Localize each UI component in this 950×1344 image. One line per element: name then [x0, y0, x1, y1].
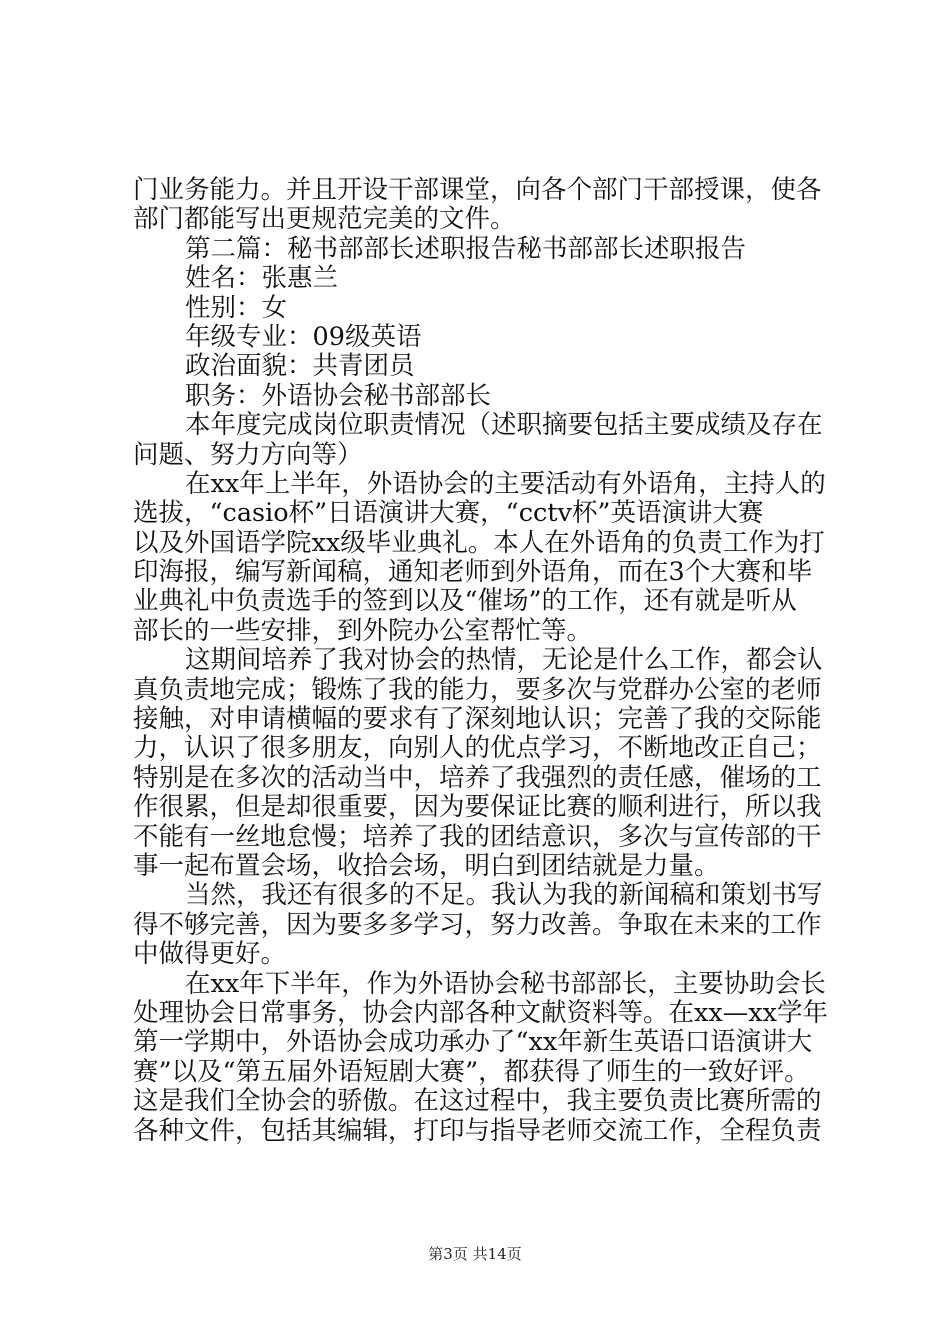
text-line: 部长的一些安排，到外院办公室帮忙等。: [133, 615, 593, 646]
text-line: 政治面貌：共青团员: [185, 351, 415, 382]
text-line: 特别是在多次的活动当中，培养了我强烈的责任感，催场的工: [133, 762, 822, 793]
text-line: 中做得更好。: [133, 939, 287, 970]
text-line: 以及外国语学院xx级毕业典礼。本人在外语角的负责工作为打: [133, 527, 825, 558]
text-line: 问题、努力方向等）: [133, 439, 363, 470]
text-line: 部门都能写出更规范完美的文件。: [133, 204, 516, 235]
text-line: 作很累，但是却很重要，因为要保证比赛的顺利进行，所以我: [133, 792, 822, 823]
text-line: 姓名：张惠兰: [185, 263, 339, 294]
document-body: [133, 176, 833, 1146]
text-line: 接触，对申请横幅的要求有了深刻地认识；完善了我的交际能: [133, 704, 822, 735]
text-line: 本年度完成岗位职责情况（述职摘要包括主要成绩及存在: [185, 410, 823, 441]
text-line: 门业务能力。并且开设干部课堂，向各个部门干部授课，使各: [133, 175, 822, 205]
text-line: 业典礼中负责选手的签到以及“催场”的工作，还有就是听从: [133, 586, 797, 617]
text-line: 事一起布置会场，收拾会场，明白到团结就是力量。: [133, 850, 720, 881]
text-line: 年级专业：09级英语: [185, 321, 422, 352]
text-line: 这期间培养了我对协会的热情，无论是什么工作，都会认: [185, 645, 823, 676]
text-line: 得不够完善，因为要多多学习，努力改善。争取在未来的工作: [133, 909, 822, 940]
text-line: 这是我们全协会的骄傲。在这过程中，我主要负责比赛所需的: [133, 1086, 822, 1117]
text-line: 力，认识了很多朋友，向别人的优点学习，不断地改正自己；: [133, 733, 822, 764]
text-line: 性别：女: [185, 292, 288, 323]
text-line: 选拔，“casio杯”日语演讲大赛，“cctv杯”英语演讲大赛: [133, 498, 764, 529]
text-line: 职务：外语协会秘书部部长: [185, 380, 492, 411]
text-line: 不能有一丝地怠慢；培养了我的团结意识，多次与宣传部的干: [133, 821, 822, 852]
text-line: 处理协会日常事务，协会内部各种文献资料等。在xx—xx学年: [133, 997, 829, 1028]
text-line: 赛”以及“第五届外语短剧大赛”，都获得了师生的一致好评。: [133, 1056, 810, 1087]
page-footer: 第3页 共14页: [428, 1245, 522, 1263]
text-line: 印海报，编写新闻稿，通知老师到外语角，而在3个大赛和毕: [133, 557, 813, 588]
text-line: 真负责地完成；锻炼了我的能力，要多次与党群办公室的老师: [133, 674, 822, 705]
text-line: 当然，我还有很多的不足。我认为我的新闻稿和策划书写: [185, 880, 823, 911]
text-line: 各种文件，包括其编辑，打印与指导老师交流工作，全程负责: [133, 1115, 822, 1146]
text-line: 第二篇：秘书部部长述职报告秘书部部长述职报告: [185, 233, 747, 264]
text-line: 在xx年下半年，作为外语协会秘书部部长，主要协助会长: [185, 968, 826, 999]
text-line: 在xx年上半年，外语协会的主要活动有外语角，主持人的: [185, 468, 826, 499]
text-line: 第一学期中，外语协会成功承办了“xx年新生英语口语演讲大: [133, 1027, 813, 1058]
